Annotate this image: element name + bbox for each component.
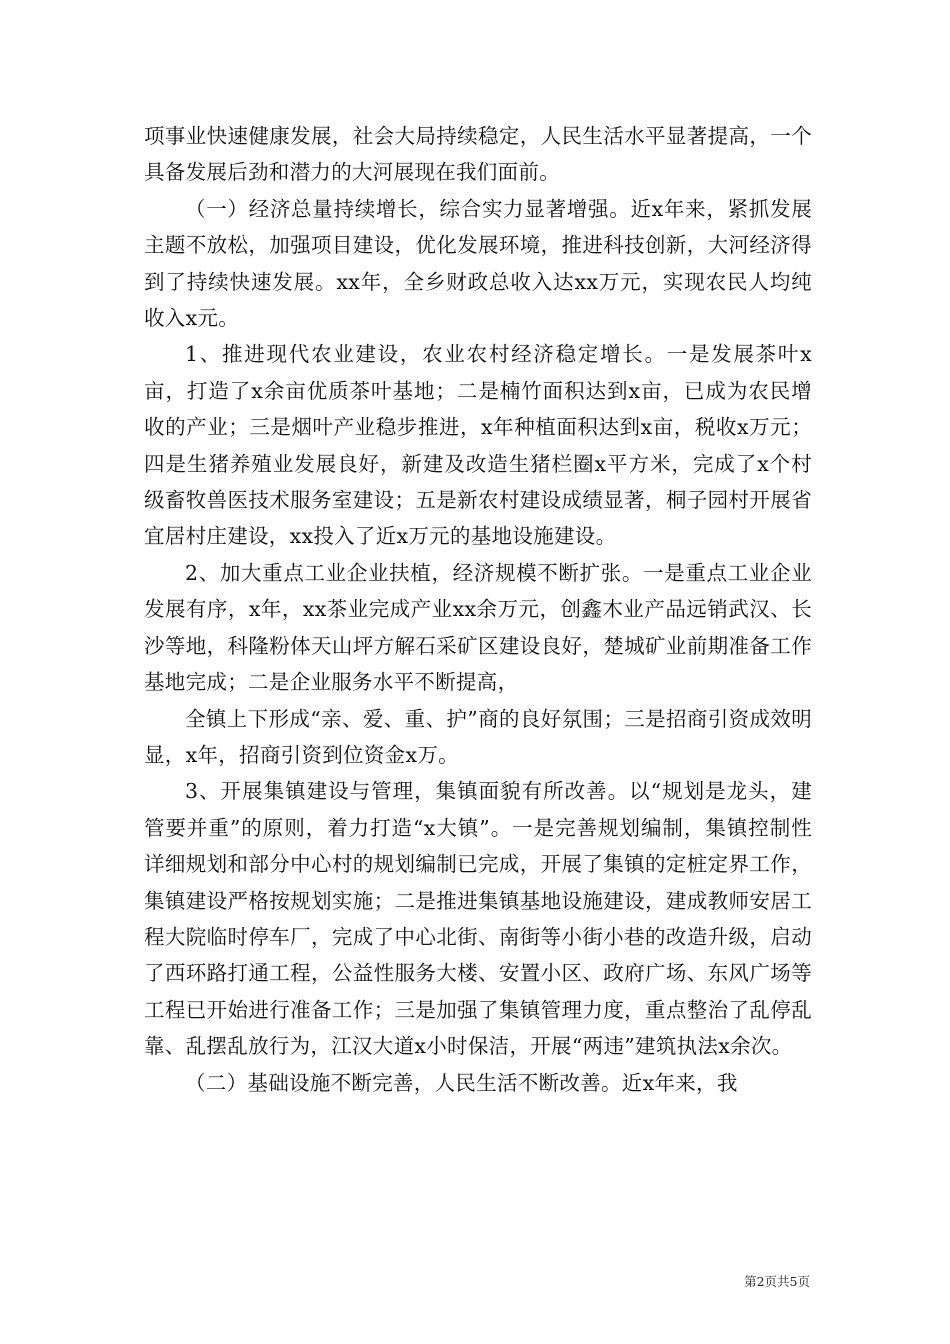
paragraph-agriculture: 1、推进现代农业建设，农业农村经济稳定增长。一是发展茶叶x亩，打造了x余亩优质茶叶基地；二是楠竹面积达到x亩，已成为农民增收的产业；三是烟叶产业稳步推进，x年种植面积达到x亩，税收x万元；四是生猪养殖业发展良好，新建及改造生猪栏圈x平方米，完成了x个村级畜牧兽医技术服务室建设；五是新农村建设成绩显著，桐子园村开展省宜居村庄建设，xx投入了近x万元的基地设施建设。 xyxy=(144,342,812,549)
paragraph-town-construction: 3、开展集镇建设与管理，集镇面貌有所改善。以“规划是龙头，建管要并重”的原则，着力打造“x大镇”。一是完善规划编制，集镇控制性详细规划和部分中心村的规划编制已完成，开展了集镇的定桩定界工作，集镇建设严格按规划实施；二是推进集镇基地设施建设，建成教师安居工程大院临时停车厂，完成了中心北街、南街等小街小巷的改造升级，启动了西环路打通工程，公益性服务大楼、安置小区、政府广场、东风广场等工程已开始进行准备工作；三是加强了集镇管理力度，重点整治了乱停乱靠、乱摆乱放行为，江汉大道x小时保洁，开展“两违”建筑执法x余次。 xyxy=(144,779,812,1059)
paragraph-continuation: 项事业快速健康发展，社会大局持续稳定，人民生活水平显著提高，一个具备发展后劲和潜力的大河展现在我们面前。 xyxy=(144,124,812,185)
page-number: 第2页共5页 xyxy=(744,1274,810,1289)
paragraph-industry: 2、加大重点工业企业扶植，经济规模不断扩张。一是重点工业企业发展有序，x年，xx茶业完成产业xx余万元，创鑫木业产品远销武汉、长沙等地，科隆粉体天山坪方解石采矿区建设良好，楚城矿业前期准备工作基地完成；二是企业服务水平不断提高， xyxy=(144,560,812,695)
paragraph-infrastructure: （二）基础设施不断完善，人民生活不断改善。近x年来，我 xyxy=(185,1070,738,1095)
paragraph-investment: 全镇上下形成“亲、爱、重、护”商的良好氛围；三是招商引资成效明显，x年，招商引资到位资金x万。 xyxy=(144,706,812,767)
paragraph-economy-growth: （一）经济总量持续增长，综合实力显著增强。近x年来，紧抓发展主题不放松，加强项目建设，优化发展环境，推进科技创新，大河经济得到了持续快速发展。xx年，全乡财政总收入达xx万元，实现农民人均纯收入x元。 xyxy=(144,196,812,331)
body-text xyxy=(144,118,812,1101)
